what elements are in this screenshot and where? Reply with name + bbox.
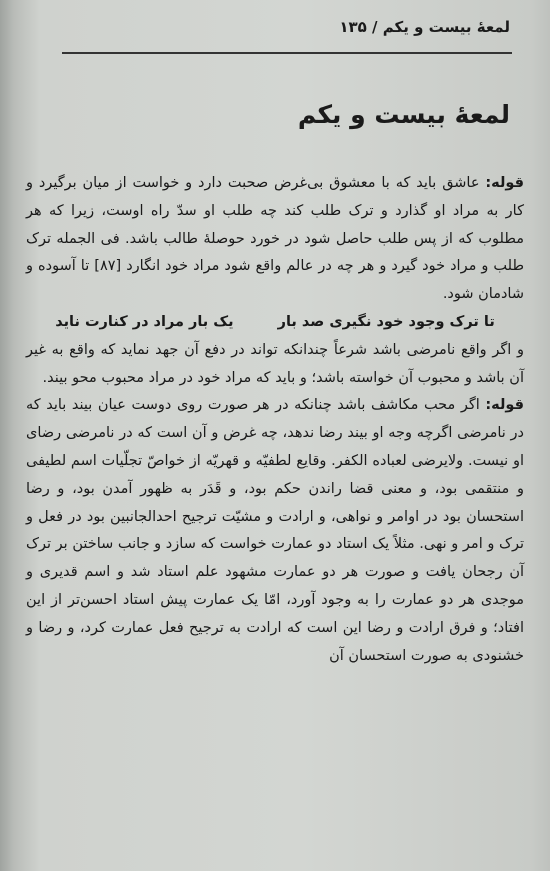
chapter-title: لمعهٔ بیست و یکم	[297, 100, 510, 129]
paragraph-text: عاشق باید که با معشوق بی‌غرض صحبت دارد و خواست از میان برگیرد و کار به مراد او گذارد و ترک طلب کند چه طلب او سدّ راه اوست، زیرا که هر مطلوب که از پس طلب حاصل شود در خورد حوصلهٔ طالب باشد. فی الجمله ترک طلب و مراد خود گیرد و هر چه در عالم واقع شود مراد خود انگارد [۸۷] تا آسوده و شادمان شود.	[26, 175, 524, 303]
paragraph-text: اگر محب مکاشف باشد چنانکه در هر صورت روی دوست عیان بیند باید که در نامرضی اگرچه وجه او بیند رضا ندهد، چه غرض و آن است که در نامرضی رضای او نیست. ولایرضی لعباده الکفر. وقایع لطفیّه و قهریّه از خواصّ تجلّیات اسم لطیفی و منتقمی بود، و معنی قضا راندن حکم بود، و قَدَر به ظهور آمدن بود، و رضا استحسان بود در اوامر و نواهی، و ارادت و مشیّت ترجیح احدالجانبین بود در فعل و ترک و امر و نهی. مثلاً یک استاد دو عمارت خواست که سازد و جانب ساختن بر ترک آن رجحان یافت و صورت هر دو عمارت مشهود علم استاد شد و اسم قدیری و موجدی هر دو عمارت را به وجود آورد، امّا یک عمارت پیش استاد احسن‌تر از این افتاد؛ و فرق ارادت و رضا این است که ارادت به ترجیح فعل عمارت کرد، و رضا و خشنودی به صورت استحسان آن	[26, 397, 524, 664]
running-header: لمعهٔ بیست و یکم / ۱۳۵	[339, 18, 510, 36]
paragraph-label: قوله:	[485, 397, 524, 414]
paragraph-text: و اگر واقع نامرضی باشد شرعاً چندانکه تواند در دفع آن جهد نماید که واقع به غیر آن باشد و محبوب آن خواسته باشد؛ و باید که مراد خود در مراد محبوب محو بیند.	[26, 341, 524, 386]
paragraph-2	[26, 337, 524, 393]
verse-hemistich-1: تا ترک وجود خود نگیری صد بار	[277, 313, 495, 330]
verse	[26, 309, 524, 337]
paragraph-label: قوله:	[485, 175, 524, 191]
verse-hemistich-2: یک بار مراد در کنارت ناید	[55, 313, 234, 330]
header-rule	[62, 52, 512, 54]
paragraph-3	[26, 392, 524, 670]
body-text	[26, 170, 524, 670]
paragraph-1	[26, 170, 524, 309]
